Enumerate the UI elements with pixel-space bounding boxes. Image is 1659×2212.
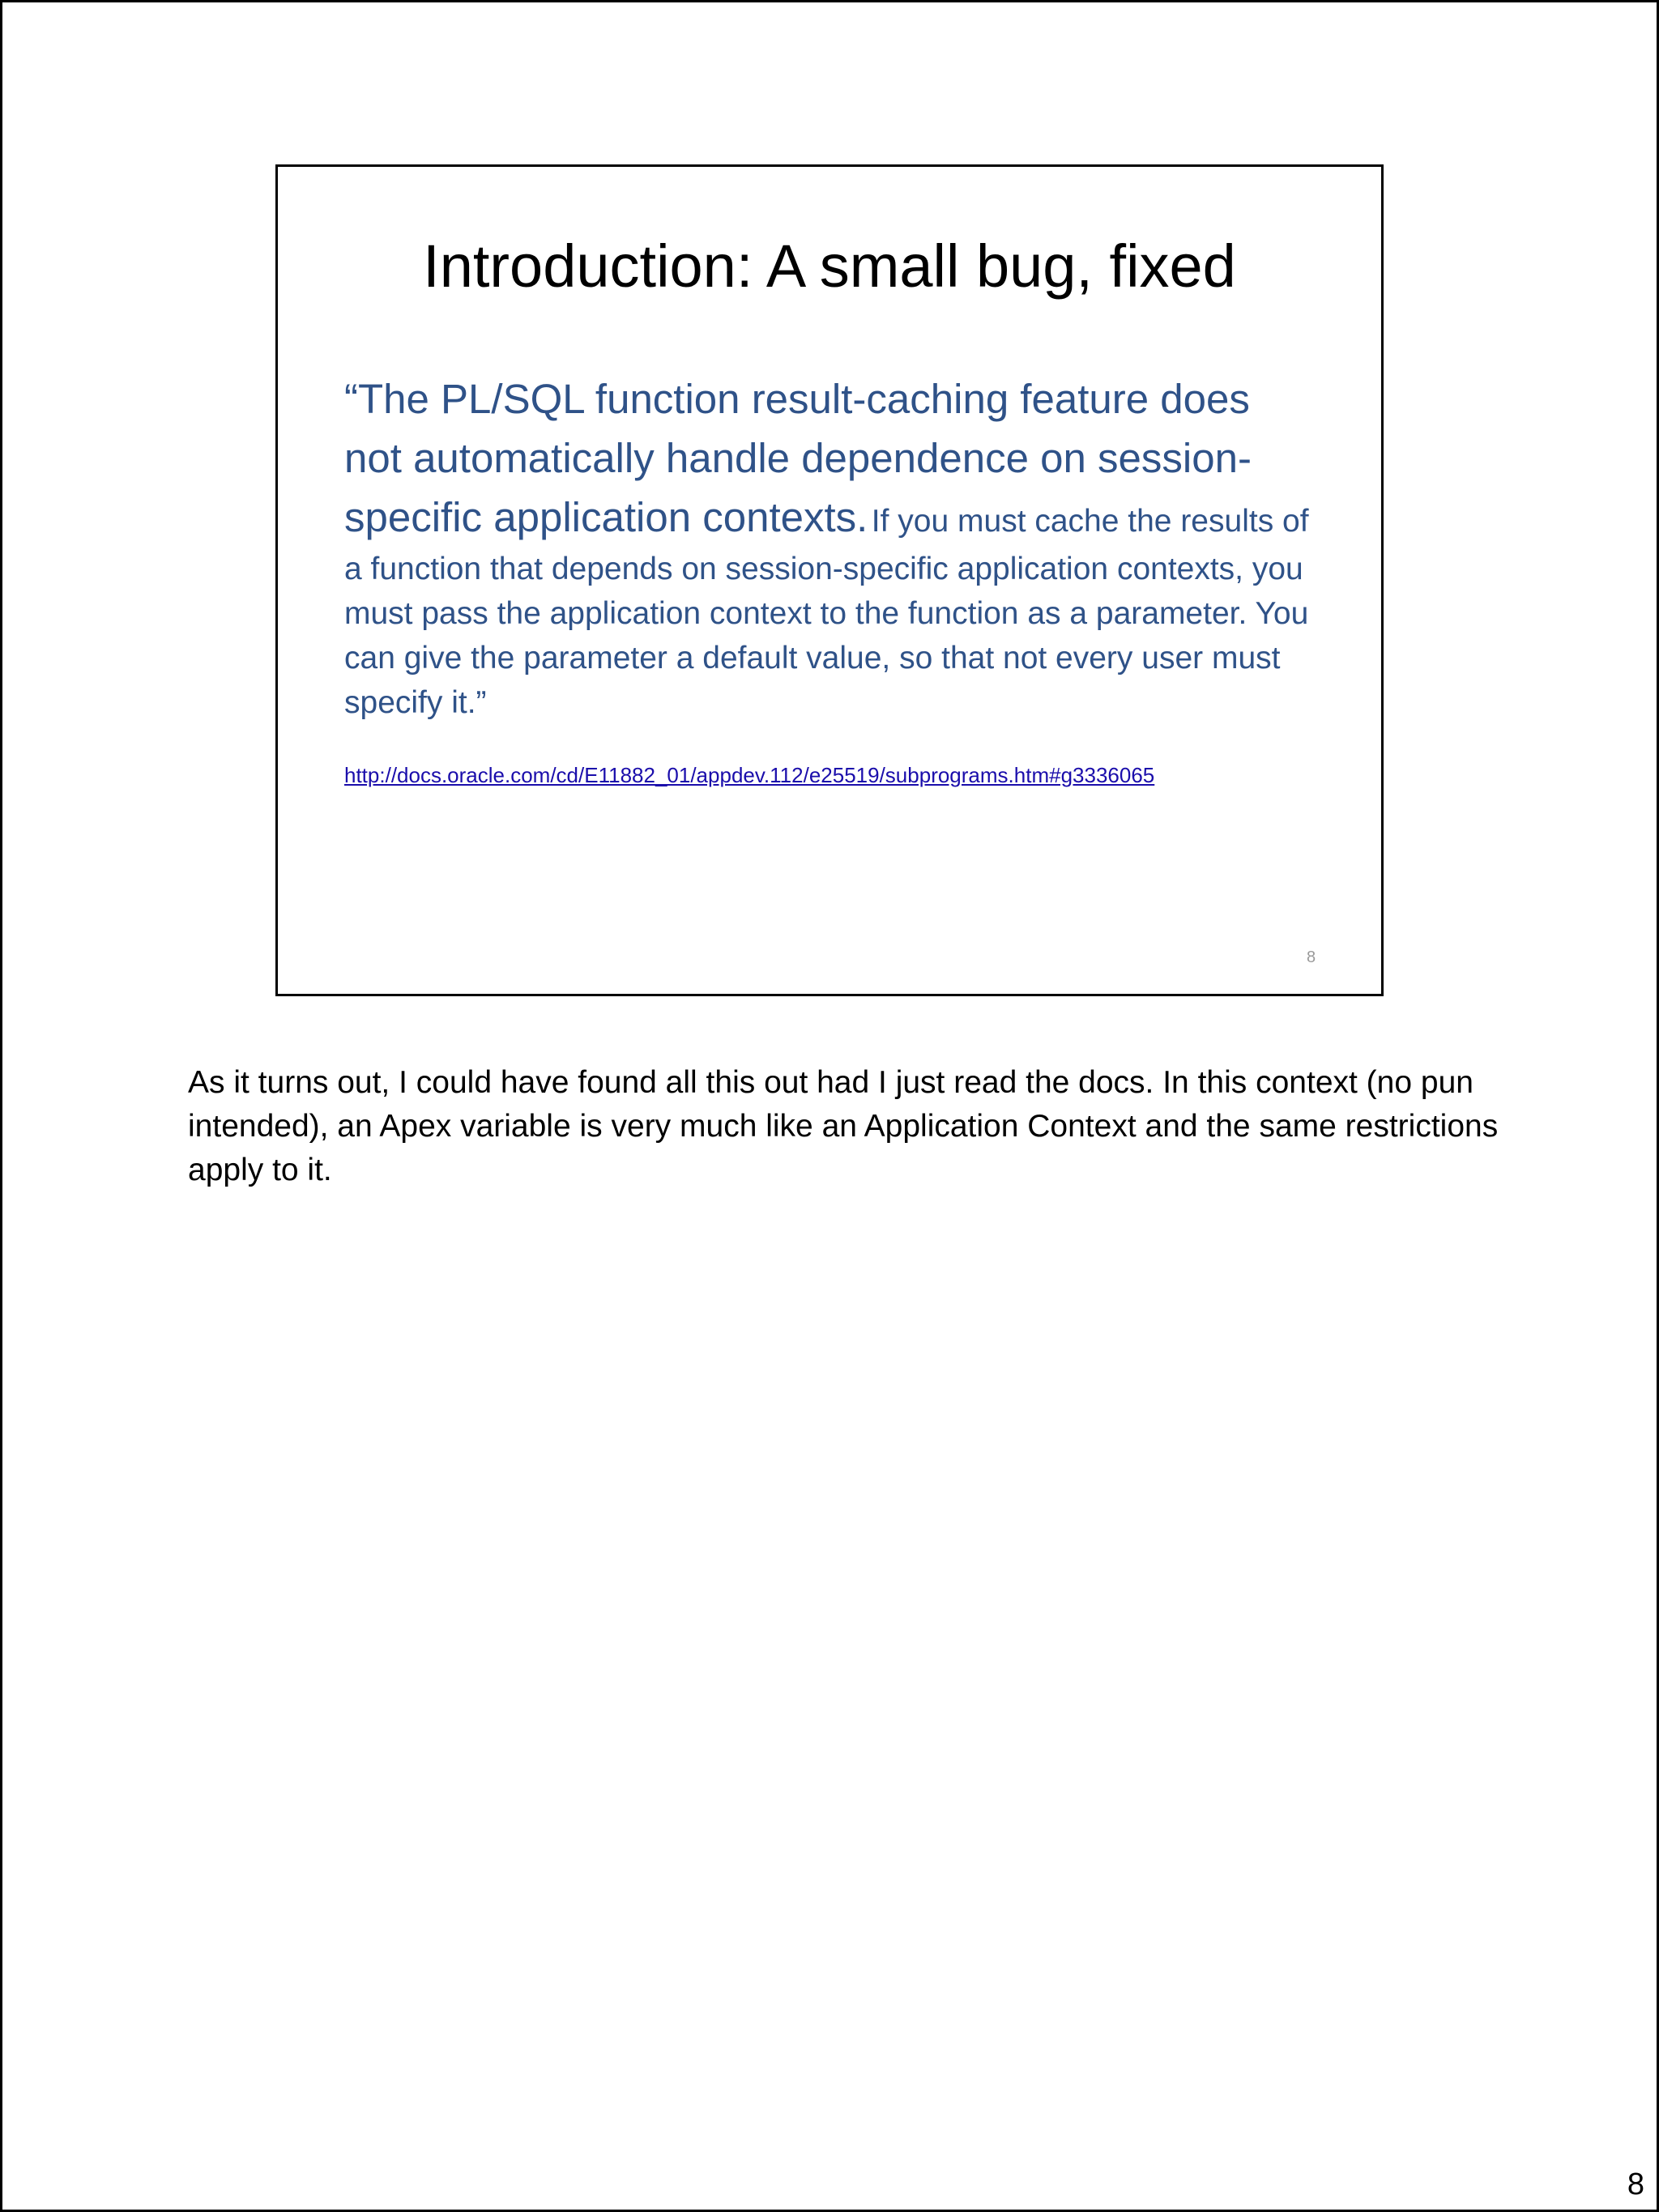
slide-quote (344, 369, 1316, 725)
docs-link[interactable]: http://docs.oracle.com/cd/E11882_01/appdev.112/e25519/subprograms.htm#g3336065 (344, 763, 1155, 787)
speaker-notes: As it turns out, I could have found all this out had I just read the docs. In this context (no pun intended), an Apex variable is very much like an Application Context and the same restrictions apply to it. (188, 1065, 1499, 1187)
page-number: 8 (1627, 2167, 1644, 2201)
quote-rest-text: If you must cache the results of a function that depends on session-specific application contexts, you must pass the application context to the function as a parameter. You can give the parameter a default value, so that not every user must specify it.” (344, 504, 1309, 720)
slide-number: 8 (1307, 948, 1316, 966)
slide-title: Introduction: A small bug, fixed (423, 232, 1236, 300)
slide-thumbnail (275, 164, 1384, 996)
quote-lead-text: “The PL/SQL function result-caching feature does not automatically handle dependence on session-specific application contexts. (344, 376, 1252, 540)
